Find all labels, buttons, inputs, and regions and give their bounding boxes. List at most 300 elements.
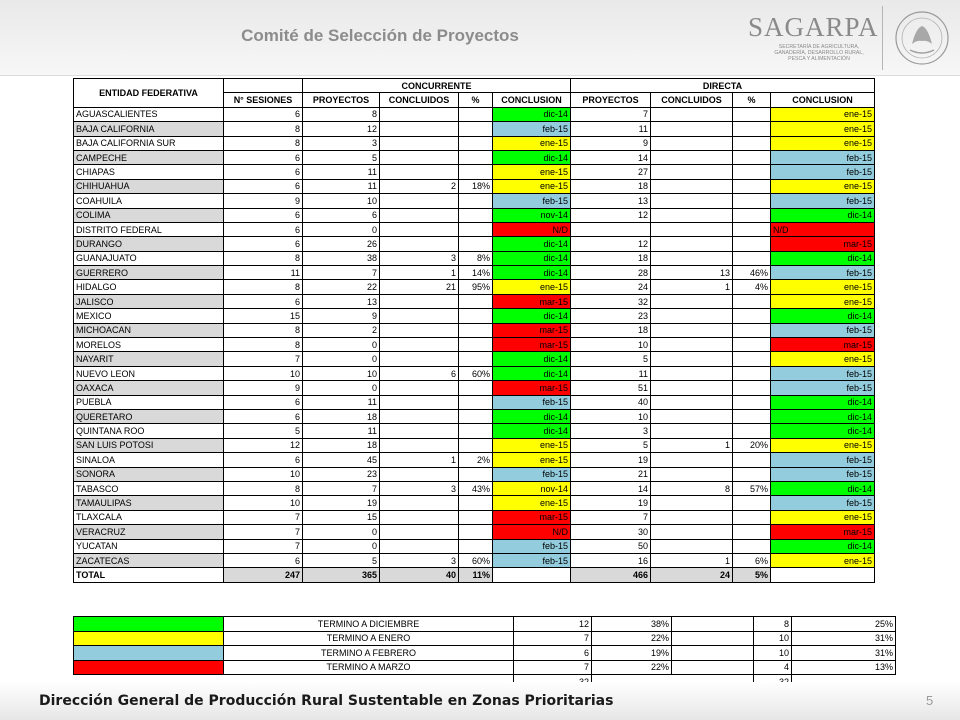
pct-cell bbox=[459, 352, 493, 366]
table-row bbox=[74, 496, 875, 510]
table-row bbox=[74, 553, 875, 567]
national-seal-icon bbox=[894, 10, 950, 66]
table-row bbox=[74, 107, 875, 121]
pct-cell bbox=[459, 136, 493, 150]
sesiones-cell: 7 bbox=[224, 539, 303, 553]
directa-conclusion-cell: feb-15 bbox=[771, 467, 875, 481]
sesiones-cell: 8 bbox=[224, 323, 303, 337]
entity-name: VERACRUZ bbox=[74, 525, 224, 539]
sesiones-cell: 8 bbox=[224, 481, 303, 495]
sesiones-cell: 6 bbox=[224, 150, 303, 164]
concluidos-cell bbox=[380, 165, 459, 179]
directa-pct-cell bbox=[733, 510, 771, 524]
concluidos-cell bbox=[380, 122, 459, 136]
concluidos-cell bbox=[380, 338, 459, 352]
proyectos-cell: 8 bbox=[303, 107, 380, 121]
directa-concluidos-cell bbox=[651, 395, 733, 409]
total-d-pct-cell: 5% bbox=[733, 568, 771, 582]
directa-conclusion-cell: mar-15 bbox=[771, 237, 875, 251]
page-title: Comité de Selección de Proyectos bbox=[241, 26, 519, 45]
directa-concluidos-cell bbox=[651, 208, 733, 222]
conclusion-cell: dic-14 bbox=[493, 409, 571, 423]
conclusion-cell: mar-15 bbox=[493, 381, 571, 395]
concluidos-cell bbox=[380, 107, 459, 121]
logo-subtitle-line: GANADERÍA, DESARROLLO RURAL, bbox=[774, 50, 864, 56]
directa-conclusion-cell: feb-15 bbox=[771, 165, 875, 179]
legend-row bbox=[74, 617, 896, 632]
entity-name: BAJA CALIFORNIA SUR bbox=[74, 136, 224, 150]
conclusion-cell: mar-15 bbox=[493, 338, 571, 352]
header-proyectos-directa: PROYECTOS bbox=[571, 93, 651, 107]
directa-pct-cell bbox=[733, 251, 771, 265]
legend-spacer bbox=[672, 646, 754, 661]
concluidos-cell: 6 bbox=[380, 366, 459, 380]
directa-concluidos-cell bbox=[651, 424, 733, 438]
directa-concluidos-cell bbox=[651, 179, 733, 193]
proyectos-cell: 10 bbox=[303, 366, 380, 380]
directa-conclusion-cell: dic-14 bbox=[771, 409, 875, 423]
pct-cell bbox=[459, 424, 493, 438]
header-concluidos: CONCLUIDOS bbox=[380, 93, 459, 107]
legend-directa-count: 10 bbox=[754, 646, 792, 661]
legend-directa-pct: 31% bbox=[792, 631, 896, 646]
header-entity: ENTIDAD FEDERATIVA bbox=[74, 79, 224, 108]
entity-name: CHIAPAS bbox=[74, 165, 224, 179]
header-proyectos: PROYECTOS bbox=[303, 93, 380, 107]
directa-concluidos-cell bbox=[651, 194, 733, 208]
conclusion-cell: ene-15 bbox=[493, 179, 571, 193]
concluidos-cell: 3 bbox=[380, 251, 459, 265]
directa-pct-cell: 57% bbox=[733, 481, 771, 495]
proyectos-cell: 5 bbox=[303, 553, 380, 567]
table-row bbox=[74, 323, 875, 337]
legend-row bbox=[74, 631, 896, 646]
directa-proyectos-cell: 9 bbox=[571, 136, 651, 150]
legend-directa-pct: 31% bbox=[792, 646, 896, 661]
directa-conclusion-cell: dic-14 bbox=[771, 309, 875, 323]
entity-name: CHIHUAHUA bbox=[74, 179, 224, 193]
pct-cell bbox=[459, 194, 493, 208]
pct-cell bbox=[459, 323, 493, 337]
proyectos-cell: 19 bbox=[303, 496, 380, 510]
legend-label: TERMINO A MARZO bbox=[224, 660, 514, 675]
directa-proyectos-cell: 7 bbox=[571, 107, 651, 121]
logo-wordmark: SAGARPA bbox=[748, 12, 879, 42]
table-row bbox=[74, 510, 875, 524]
directa-proyectos-cell: 23 bbox=[571, 309, 651, 323]
directa-proyectos-cell: 50 bbox=[571, 539, 651, 553]
sesiones-cell: 6 bbox=[224, 395, 303, 409]
entity-name: CAMPECHE bbox=[74, 150, 224, 164]
conclusion-cell: nov-14 bbox=[493, 208, 571, 222]
legend-spacer bbox=[672, 660, 754, 675]
directa-proyectos-cell: 30 bbox=[571, 525, 651, 539]
entity-name: SONORA bbox=[74, 467, 224, 481]
concluidos-cell bbox=[380, 294, 459, 308]
directa-concluidos-cell bbox=[651, 237, 733, 251]
directa-proyectos-cell: 14 bbox=[571, 481, 651, 495]
table-row bbox=[74, 266, 875, 280]
table-row bbox=[74, 539, 875, 553]
total-d-conclusion-cell bbox=[771, 568, 875, 582]
concluidos-cell bbox=[380, 496, 459, 510]
directa-concluidos-cell bbox=[651, 309, 733, 323]
entity-name: OAXACA bbox=[74, 381, 224, 395]
pct-cell bbox=[459, 510, 493, 524]
sesiones-cell: 6 bbox=[224, 107, 303, 121]
concluidos-cell: 2 bbox=[380, 179, 459, 193]
pct-cell bbox=[459, 338, 493, 352]
entity-name: MICHOACAN bbox=[74, 323, 224, 337]
directa-pct-cell bbox=[733, 381, 771, 395]
pct-cell: 95% bbox=[459, 280, 493, 294]
entity-name: QUERETARO bbox=[74, 409, 224, 423]
entity-name: PUEBLA bbox=[74, 395, 224, 409]
directa-pct-cell bbox=[733, 222, 771, 236]
pct-cell bbox=[459, 496, 493, 510]
table-row bbox=[74, 338, 875, 352]
directa-proyectos-cell: 32 bbox=[571, 294, 651, 308]
entity-name: TLAXCALA bbox=[74, 510, 224, 524]
proyectos-cell: 18 bbox=[303, 409, 380, 423]
proyectos-cell: 0 bbox=[303, 525, 380, 539]
directa-pct-cell bbox=[733, 136, 771, 150]
total-name-cell: TOTAL bbox=[74, 568, 224, 582]
sesiones-cell: 6 bbox=[224, 208, 303, 222]
pct-cell bbox=[459, 208, 493, 222]
directa-proyectos-cell: 18 bbox=[571, 251, 651, 265]
entity-name: HIDALGO bbox=[74, 280, 224, 294]
directa-conclusion-cell: feb-15 bbox=[771, 150, 875, 164]
concluidos-cell bbox=[380, 309, 459, 323]
conclusion-cell: N/D bbox=[493, 222, 571, 236]
directa-proyectos-cell: 19 bbox=[571, 453, 651, 467]
proyectos-cell: 5 bbox=[303, 150, 380, 164]
directa-pct-cell bbox=[733, 165, 771, 179]
directa-pct-cell bbox=[733, 194, 771, 208]
legend-directa-count: 4 bbox=[754, 660, 792, 675]
directa-proyectos-cell: 5 bbox=[571, 352, 651, 366]
directa-pct-cell bbox=[733, 338, 771, 352]
table-row bbox=[74, 194, 875, 208]
conclusion-cell: dic-14 bbox=[493, 366, 571, 380]
legend-directa-count: 10 bbox=[754, 631, 792, 646]
directa-conclusion-cell: ene-15 bbox=[771, 136, 875, 150]
concluidos-cell bbox=[380, 323, 459, 337]
directa-conclusion-cell: feb-15 bbox=[771, 323, 875, 337]
directa-conclusion-cell: feb-15 bbox=[771, 496, 875, 510]
directa-pct-cell bbox=[733, 525, 771, 539]
directa-pct-cell: 6% bbox=[733, 553, 771, 567]
pct-cell bbox=[459, 107, 493, 121]
directa-proyectos-cell: 24 bbox=[571, 280, 651, 294]
logo-subtitle-line: PESCA Y ALIMENTACIÓN bbox=[788, 56, 850, 62]
directa-concluidos-cell bbox=[651, 222, 733, 236]
entity-name: TAMAULIPAS bbox=[74, 496, 224, 510]
proyectos-cell: 10 bbox=[303, 194, 380, 208]
entity-name: GUERRERO bbox=[74, 266, 224, 280]
table-row bbox=[74, 481, 875, 495]
proyectos-cell: 11 bbox=[303, 165, 380, 179]
directa-pct-cell bbox=[733, 424, 771, 438]
conclusion-cell: dic-14 bbox=[493, 237, 571, 251]
pct-cell: 60% bbox=[459, 366, 493, 380]
directa-conclusion-cell: dic-14 bbox=[771, 481, 875, 495]
sesiones-cell: 8 bbox=[224, 136, 303, 150]
directa-concluidos-cell bbox=[651, 453, 733, 467]
directa-concluidos-cell bbox=[651, 539, 733, 553]
pct-cell bbox=[459, 395, 493, 409]
projects-table bbox=[73, 78, 875, 583]
directa-conclusion-cell: feb-15 bbox=[771, 381, 875, 395]
sesiones-cell: 6 bbox=[224, 165, 303, 179]
pct-cell bbox=[459, 150, 493, 164]
total-row bbox=[74, 568, 875, 582]
entity-name: BAJA CALIFORNIA bbox=[74, 122, 224, 136]
table-row bbox=[74, 294, 875, 308]
concluidos-cell: 3 bbox=[380, 553, 459, 567]
conclusion-cell: feb-15 bbox=[493, 467, 571, 481]
legend-concurrente-count: 6 bbox=[514, 646, 592, 661]
directa-pct-cell bbox=[733, 496, 771, 510]
directa-pct-cell bbox=[733, 208, 771, 222]
concluidos-cell bbox=[380, 352, 459, 366]
conclusion-cell: ene-15 bbox=[493, 496, 571, 510]
pct-cell: 43% bbox=[459, 481, 493, 495]
entity-name: COLIMA bbox=[74, 208, 224, 222]
proyectos-cell: 11 bbox=[303, 179, 380, 193]
directa-conclusion-cell: feb-15 bbox=[771, 366, 875, 380]
directa-conclusion-cell: feb-15 bbox=[771, 194, 875, 208]
proyectos-cell: 18 bbox=[303, 438, 380, 452]
table-row bbox=[74, 438, 875, 452]
directa-concluidos-cell bbox=[651, 510, 733, 524]
table-row bbox=[74, 251, 875, 265]
directa-conclusion-cell: mar-15 bbox=[771, 525, 875, 539]
concluidos-cell bbox=[380, 409, 459, 423]
pct-cell: 60% bbox=[459, 553, 493, 567]
conclusion-cell: mar-15 bbox=[493, 323, 571, 337]
logo-divider bbox=[882, 6, 883, 70]
directa-proyectos-cell: 10 bbox=[571, 409, 651, 423]
pct-cell bbox=[459, 222, 493, 236]
pct-cell: 2% bbox=[459, 453, 493, 467]
directa-concluidos-cell bbox=[651, 251, 733, 265]
entity-name: MEXICO bbox=[74, 309, 224, 323]
conclusion-cell: dic-14 bbox=[493, 309, 571, 323]
proyectos-cell: 45 bbox=[303, 453, 380, 467]
logo-subtitle-line: SECRETARÍA DE AGRICULTURA, bbox=[778, 44, 860, 50]
directa-conclusion-cell: dic-14 bbox=[771, 539, 875, 553]
concluidos-cell bbox=[380, 222, 459, 236]
entity-name: AGUASCALIENTES bbox=[74, 107, 224, 121]
directa-pct-cell: 20% bbox=[733, 438, 771, 452]
header-pct: % bbox=[459, 93, 493, 107]
footer-title: Dirección General de Producción Rural Sustentable en Zonas Prioritarias bbox=[39, 693, 614, 709]
concluidos-cell bbox=[380, 424, 459, 438]
directa-proyectos-cell: 40 bbox=[571, 395, 651, 409]
directa-conclusion-cell: feb-15 bbox=[771, 453, 875, 467]
legend-concurrente-count: 7 bbox=[514, 660, 592, 675]
conclusion-cell: ene-15 bbox=[493, 280, 571, 294]
directa-conclusion-cell: ene-15 bbox=[771, 107, 875, 121]
total-d-concluidos-cell: 24 bbox=[651, 568, 733, 582]
directa-conclusion-cell: ene-15 bbox=[771, 510, 875, 524]
sesiones-cell: 6 bbox=[224, 237, 303, 251]
sesiones-cell: 6 bbox=[224, 294, 303, 308]
directa-pct-cell bbox=[733, 309, 771, 323]
directa-proyectos-cell: 5 bbox=[571, 438, 651, 452]
directa-concluidos-cell bbox=[651, 122, 733, 136]
total-pct-cell: 11% bbox=[459, 568, 493, 582]
sesiones-cell: 8 bbox=[224, 122, 303, 136]
proyectos-cell: 23 bbox=[303, 467, 380, 481]
legend-swatch bbox=[74, 631, 224, 646]
directa-conclusion-cell: ene-15 bbox=[771, 438, 875, 452]
legend-concurrente-count: 7 bbox=[514, 631, 592, 646]
legend-concurrente-pct: 38% bbox=[592, 617, 672, 632]
directa-concluidos-cell bbox=[651, 107, 733, 121]
proyectos-cell: 22 bbox=[303, 280, 380, 294]
legend-row bbox=[74, 660, 896, 675]
legend-directa-pct: 25% bbox=[792, 617, 896, 632]
entity-name: SINALOA bbox=[74, 453, 224, 467]
directa-pct-cell bbox=[733, 366, 771, 380]
conclusion-cell: ene-15 bbox=[493, 453, 571, 467]
directa-proyectos-cell: 51 bbox=[571, 381, 651, 395]
conclusion-cell: feb-15 bbox=[493, 539, 571, 553]
header-pct-directa: % bbox=[733, 93, 771, 107]
conclusion-cell: dic-14 bbox=[493, 352, 571, 366]
header-concurrente: CONCURRENTE bbox=[303, 79, 571, 93]
pct-cell bbox=[459, 438, 493, 452]
sesiones-cell: 7 bbox=[224, 352, 303, 366]
directa-conclusion-cell: N/D bbox=[771, 222, 875, 236]
directa-conclusion-cell: dic-14 bbox=[771, 395, 875, 409]
sesiones-cell: 7 bbox=[224, 510, 303, 524]
directa-proyectos-cell: 3 bbox=[571, 424, 651, 438]
total-concluidos-cell: 40 bbox=[380, 568, 459, 582]
directa-concluidos-cell: 1 bbox=[651, 553, 733, 567]
sesiones-cell: 11 bbox=[224, 266, 303, 280]
table-row bbox=[74, 453, 875, 467]
sesiones-cell: 10 bbox=[224, 467, 303, 481]
conclusion-cell: feb-15 bbox=[493, 194, 571, 208]
conclusion-cell: dic-14 bbox=[493, 266, 571, 280]
sesiones-cell: 7 bbox=[224, 525, 303, 539]
entity-name: SAN LUIS POTOSI bbox=[74, 438, 224, 452]
directa-pct-cell bbox=[733, 409, 771, 423]
directa-conclusion-cell: ene-15 bbox=[771, 352, 875, 366]
directa-proyectos-cell: 19 bbox=[571, 496, 651, 510]
page-number: 5 bbox=[926, 693, 934, 708]
directa-pct-cell: 46% bbox=[733, 266, 771, 280]
table-row bbox=[74, 424, 875, 438]
sesiones-cell: 8 bbox=[224, 280, 303, 294]
directa-proyectos-cell: 18 bbox=[571, 179, 651, 193]
directa-concluidos-cell bbox=[651, 496, 733, 510]
legend-swatch bbox=[74, 660, 224, 675]
proyectos-cell: 12 bbox=[303, 122, 380, 136]
header-directa: DIRECTA bbox=[571, 79, 875, 93]
pct-cell bbox=[459, 294, 493, 308]
pct-cell bbox=[459, 122, 493, 136]
proyectos-cell: 6 bbox=[303, 208, 380, 222]
conclusion-cell: dic-14 bbox=[493, 107, 571, 121]
total-conclusion-cell bbox=[493, 568, 571, 582]
directa-proyectos-cell: 27 bbox=[571, 165, 651, 179]
sesiones-cell: 9 bbox=[224, 381, 303, 395]
concluidos-cell bbox=[380, 525, 459, 539]
directa-pct-cell bbox=[733, 122, 771, 136]
directa-concluidos-cell bbox=[651, 352, 733, 366]
conclusion-cell: dic-14 bbox=[493, 424, 571, 438]
legend-label: TERMINO A FEBRERO bbox=[224, 646, 514, 661]
table-row bbox=[74, 352, 875, 366]
table-row bbox=[74, 208, 875, 222]
entity-name: QUINTANA ROO bbox=[74, 424, 224, 438]
header-conclusion-directa: CONCLUSION bbox=[771, 93, 875, 107]
conclusion-cell: ene-15 bbox=[493, 165, 571, 179]
table-row bbox=[74, 366, 875, 380]
proyectos-cell: 7 bbox=[303, 481, 380, 495]
directa-pct-cell bbox=[733, 323, 771, 337]
legend-row bbox=[74, 646, 896, 661]
proyectos-cell: 11 bbox=[303, 424, 380, 438]
entity-name: YUCATAN bbox=[74, 539, 224, 553]
directa-pct-cell bbox=[733, 539, 771, 553]
concluidos-cell bbox=[380, 136, 459, 150]
concluidos-cell bbox=[380, 467, 459, 481]
table-row bbox=[74, 136, 875, 150]
directa-pct-cell bbox=[733, 179, 771, 193]
sesiones-cell: 5 bbox=[224, 424, 303, 438]
pct-cell: 14% bbox=[459, 266, 493, 280]
pct-cell bbox=[459, 409, 493, 423]
directa-proyectos-cell: 21 bbox=[571, 467, 651, 481]
concluidos-cell bbox=[380, 208, 459, 222]
directa-concluidos-cell bbox=[651, 294, 733, 308]
directa-conclusion-cell: dic-14 bbox=[771, 424, 875, 438]
table-row bbox=[74, 309, 875, 323]
directa-proyectos-cell: 16 bbox=[571, 553, 651, 567]
proyectos-cell: 0 bbox=[303, 539, 380, 553]
entity-name: JALISCO bbox=[74, 294, 224, 308]
conclusion-cell: ene-15 bbox=[493, 438, 571, 452]
conclusion-cell: dic-14 bbox=[493, 150, 571, 164]
proyectos-cell: 15 bbox=[303, 510, 380, 524]
proyectos-cell: 13 bbox=[303, 294, 380, 308]
table-row bbox=[74, 237, 875, 251]
sesiones-cell: 6 bbox=[224, 222, 303, 236]
directa-proyectos-cell: 10 bbox=[571, 338, 651, 352]
pct-cell bbox=[459, 381, 493, 395]
entity-name: TABASCO bbox=[74, 481, 224, 495]
directa-concluidos-cell bbox=[651, 409, 733, 423]
sesiones-cell: 15 bbox=[224, 309, 303, 323]
directa-proyectos-cell: 14 bbox=[571, 150, 651, 164]
sesiones-cell: 10 bbox=[224, 366, 303, 380]
concluidos-cell bbox=[380, 438, 459, 452]
legend-concurrente-pct: 19% bbox=[592, 646, 672, 661]
total-d-proyectos-cell: 466 bbox=[571, 568, 651, 582]
directa-conclusion-cell: dic-14 bbox=[771, 251, 875, 265]
total-proyectos-cell: 365 bbox=[303, 568, 380, 582]
concluidos-cell bbox=[380, 381, 459, 395]
entity-name: NAYARIT bbox=[74, 352, 224, 366]
directa-concluidos-cell bbox=[651, 381, 733, 395]
directa-pct-cell bbox=[733, 237, 771, 251]
